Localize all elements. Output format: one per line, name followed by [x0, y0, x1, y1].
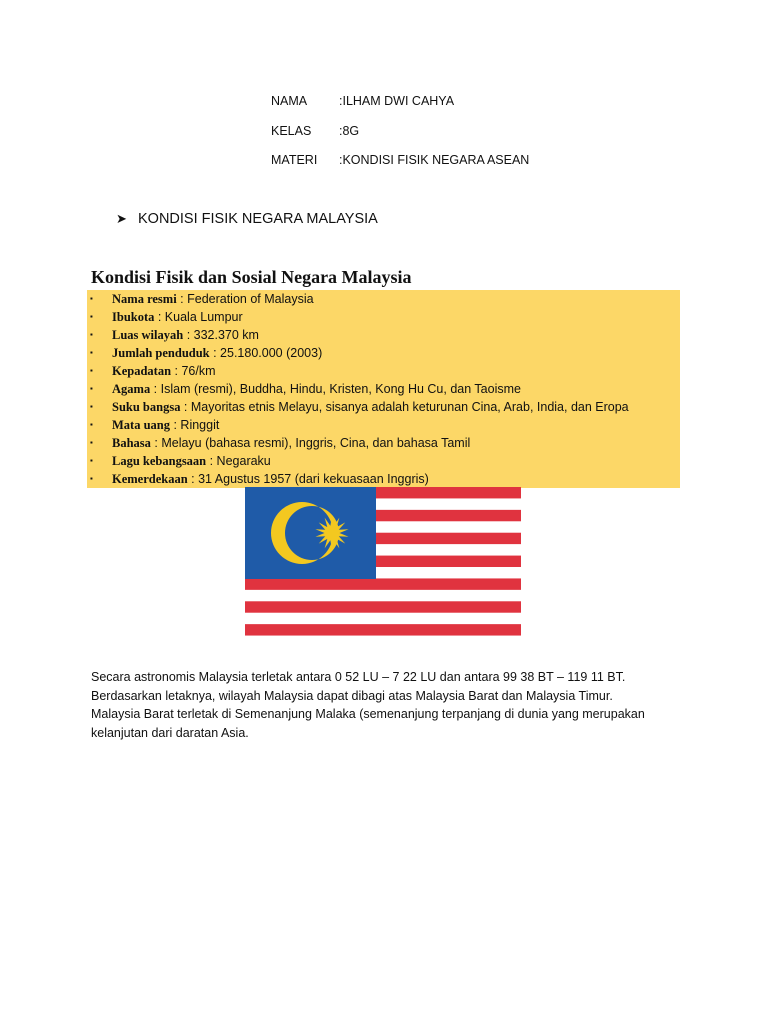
class-value: :8G	[339, 124, 360, 138]
fact-value: : 25.180.000 (2003)	[209, 346, 323, 360]
list-item	[87, 380, 680, 398]
fact-label: Mata uang	[112, 418, 170, 432]
square-bullet-icon: ▪	[90, 366, 93, 375]
list-item	[87, 416, 680, 434]
square-bullet-icon: ▪	[90, 420, 93, 429]
flag-canton	[245, 487, 376, 579]
list-item	[87, 290, 680, 308]
flag-stripe	[245, 578, 521, 590]
paragraph-line: Secara astronomis Malaysia terletak antara 0 52 LU – 7 22 LU dan antara 99 38 BT – 119 11 BT.	[91, 670, 626, 684]
fact-label: Nama resmi	[112, 292, 177, 306]
fact-value: : Mayoritas etnis Melayu, sisanya adalah keturunan Cina, Arab, India, dan Eropa	[180, 400, 629, 414]
fact-value: : 332.370 km	[183, 328, 259, 342]
fact-label: Jumlah penduduk	[112, 346, 210, 360]
flag-stripe	[245, 613, 521, 625]
list-item	[87, 326, 680, 344]
paragraph-line: kelanjutan dari daratan Asia.	[91, 725, 249, 740]
square-bullet-icon: ▪	[90, 330, 93, 339]
name-value: :ILHAM DWI CAHYA	[339, 94, 455, 108]
paragraph-line: Berdasarkan letaknya, wilayah Malaysia dapat dibagi atas Malaysia Barat dan Malaysia Timur.	[91, 688, 613, 703]
class-label: KELAS	[271, 124, 312, 138]
square-bullet-icon: ▪	[90, 456, 93, 465]
arrow-bullet-icon: ➤	[116, 211, 127, 226]
fact-value: : Ringgit	[170, 418, 220, 432]
facts-list	[87, 290, 680, 488]
page-title: Kondisi Fisik dan Sosial Negara Malaysia	[91, 267, 412, 287]
flag-stripe	[245, 624, 521, 636]
fact-label: Luas wilayah	[112, 328, 184, 342]
flag-stripe	[245, 636, 521, 647]
fact-label: Agama	[112, 382, 151, 396]
square-bullet-icon: ▪	[90, 348, 93, 357]
fact-value: : 76/km	[171, 364, 216, 378]
name-label: NAMA	[271, 94, 308, 108]
flag-stripe	[245, 601, 521, 613]
square-bullet-icon: ▪	[90, 312, 93, 321]
list-item	[87, 398, 680, 416]
fact-value: : Kuala Lumpur	[154, 310, 243, 324]
fact-value: : Negaraku	[206, 454, 271, 468]
description-paragraph	[91, 668, 711, 742]
fact-label: Kepadatan	[112, 364, 172, 378]
malaysia-flag-image	[245, 487, 521, 647]
fact-label: Ibukota	[112, 310, 155, 324]
paragraph-line: Malaysia Barat terletak di Semenanjung Malaka (semenanjung terpanjang di dunia yang merupakan	[91, 707, 645, 721]
flag-stripe	[245, 590, 521, 602]
list-item	[87, 308, 680, 326]
square-bullet-icon: ▪	[90, 474, 93, 483]
fact-value: : Islam (resmi), Buddha, Hindu, Kristen, Kong Hu Cu, dan Taoisme	[150, 382, 521, 396]
facts-box	[87, 290, 680, 488]
fact-value: : 31 Agustus 1957 (dari kekuasaan Inggris)	[187, 472, 429, 486]
fact-value: : Melayu (bahasa resmi), Inggris, Cina, dan bahasa Tamil	[150, 436, 471, 450]
list-item	[87, 344, 680, 362]
square-bullet-icon: ▪	[90, 402, 93, 411]
list-item	[87, 362, 680, 380]
topic-label: MATERI	[271, 153, 318, 167]
list-item	[87, 452, 680, 470]
topic-value: :KONDISI FISIK NEGARA ASEAN	[339, 153, 530, 167]
square-bullet-icon: ▪	[90, 438, 93, 447]
section-heading	[116, 211, 378, 227]
list-item	[87, 470, 680, 488]
list-item	[87, 434, 680, 452]
fact-label: Bahasa	[112, 436, 151, 450]
section-heading-text: KONDISI FISIK NEGARA MALAYSIA	[138, 211, 378, 227]
square-bullet-icon: ▪	[90, 384, 93, 393]
fact-label: Kemerdekaan	[112, 472, 188, 486]
fact-value: : Federation of Malaysia	[176, 292, 314, 306]
square-bullet-icon: ▪	[90, 294, 93, 303]
fact-label: Suku bangsa	[112, 400, 181, 414]
fact-label: Lagu kebangsaan	[112, 454, 207, 468]
